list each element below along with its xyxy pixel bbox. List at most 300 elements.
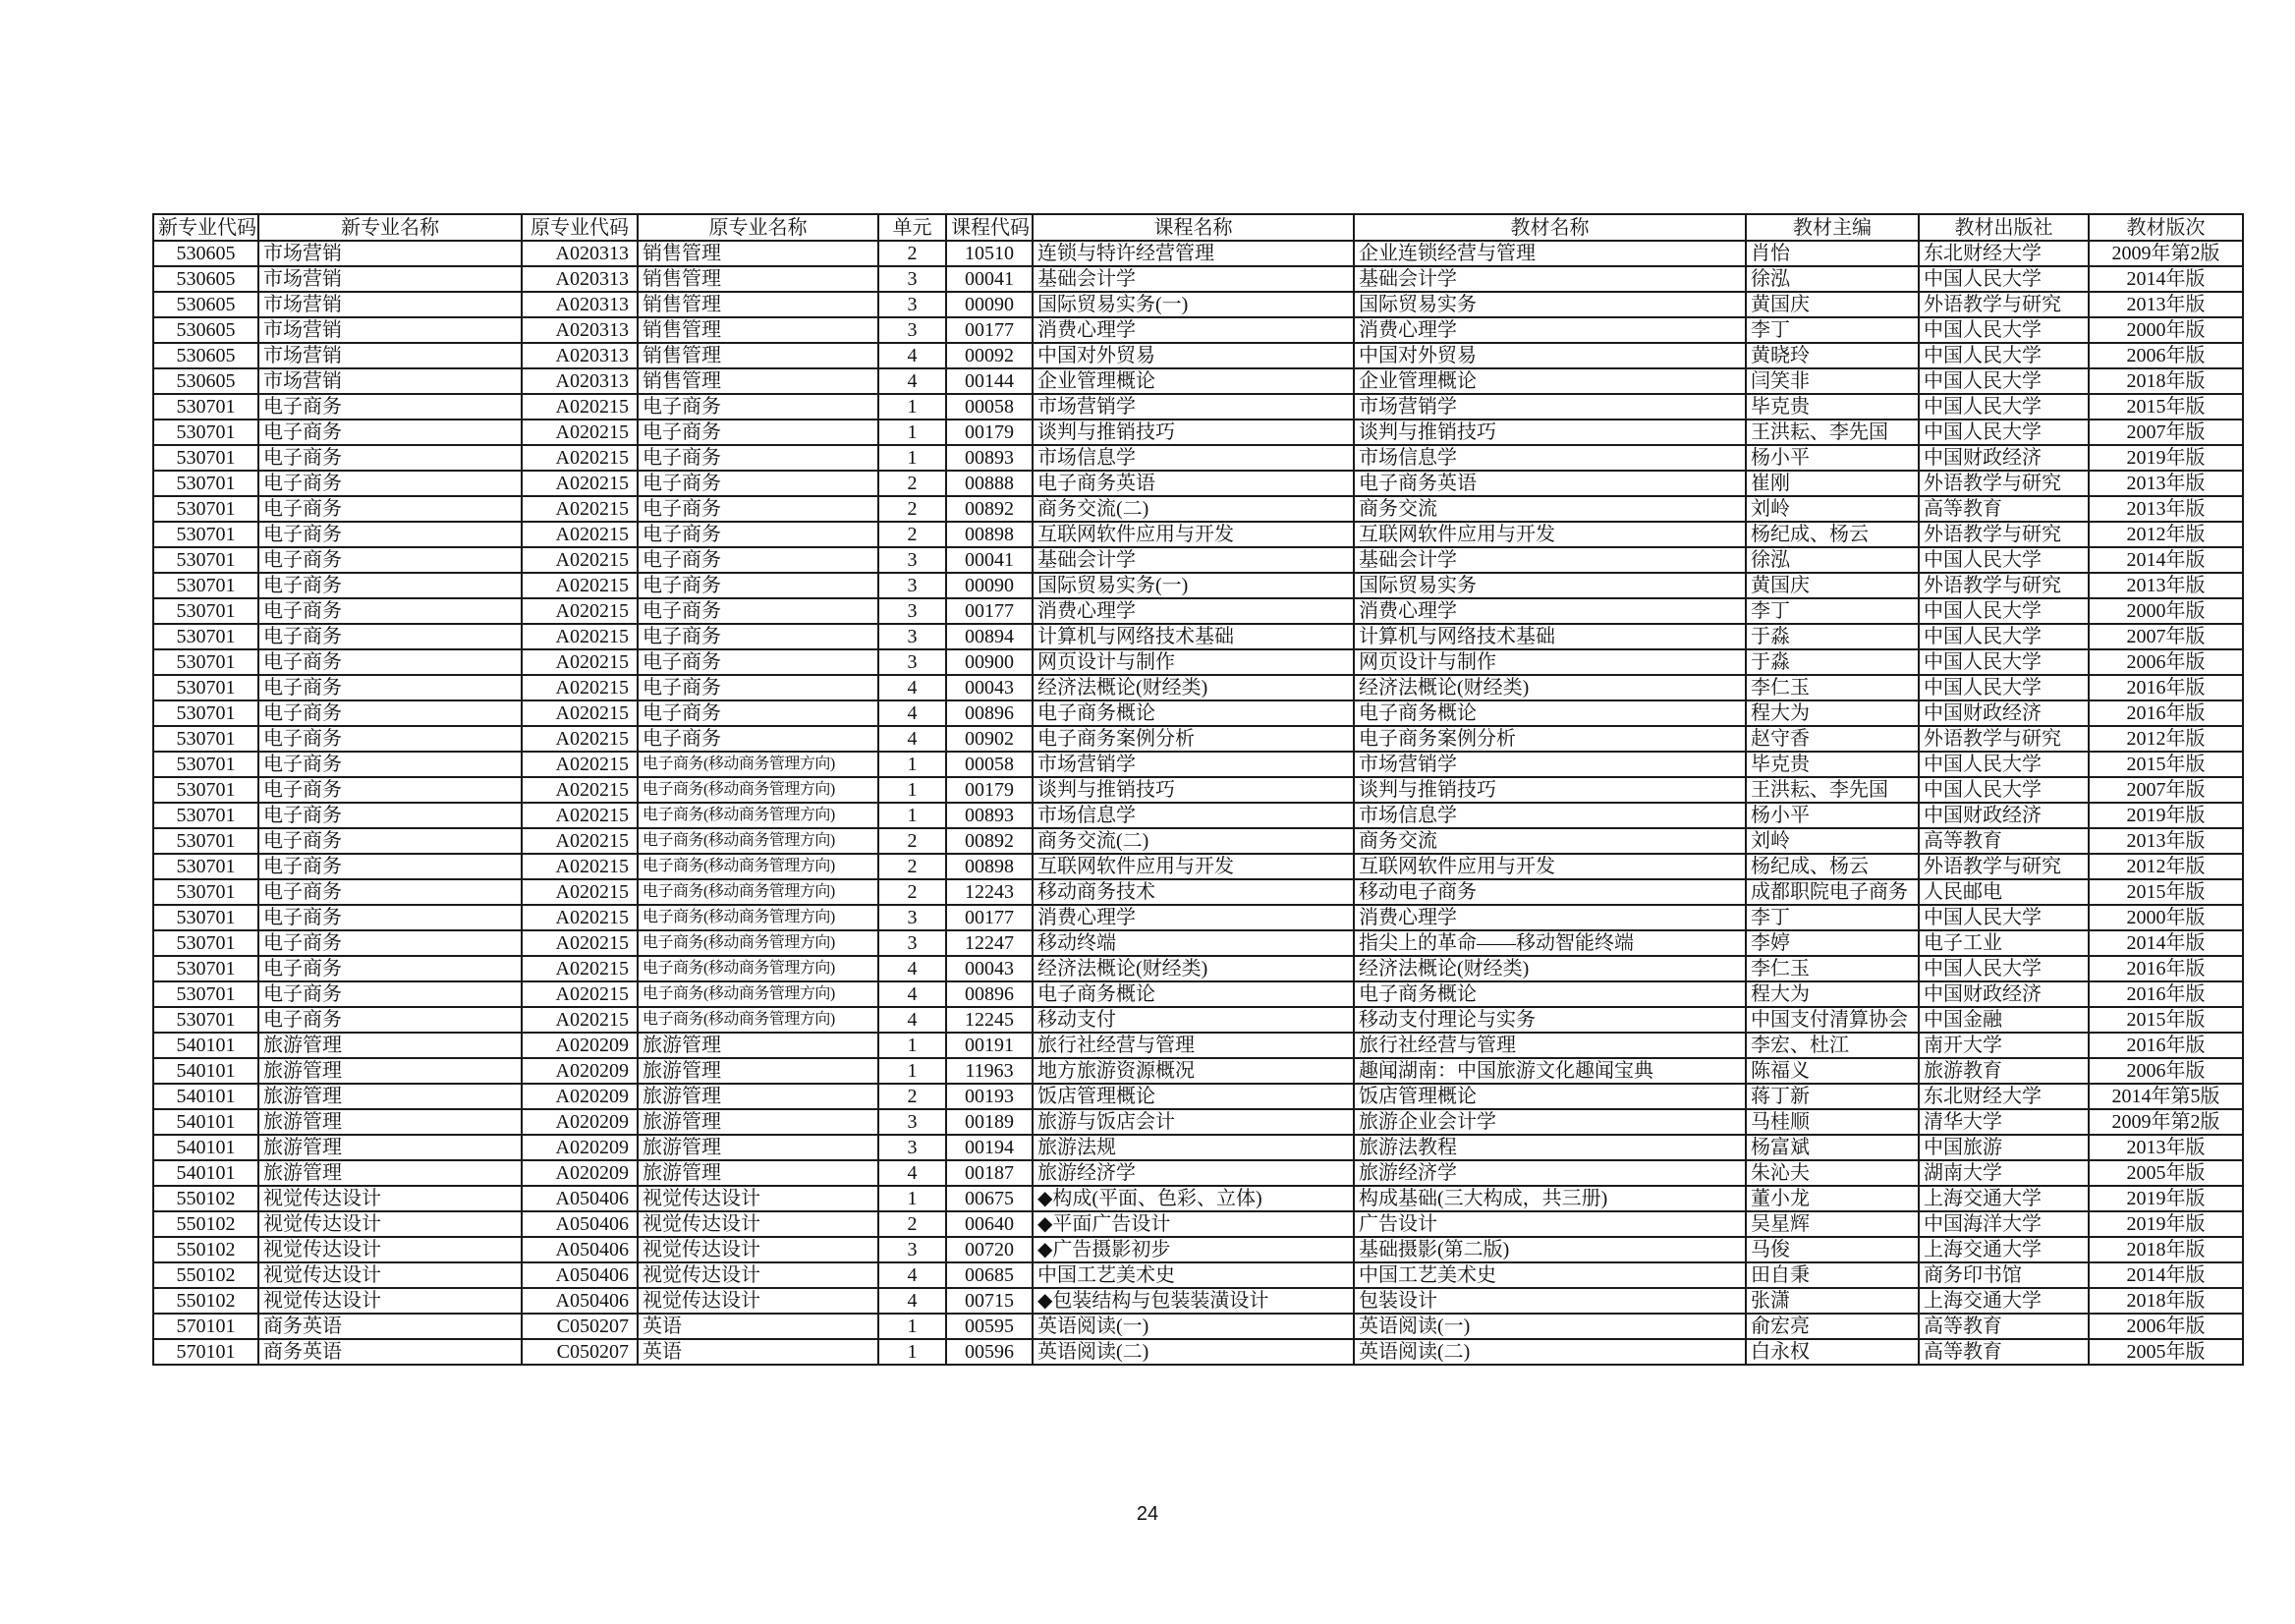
cell-textbook-publisher: 上海交通大学 (1919, 1186, 2089, 1211)
table-row (153, 1314, 2243, 1339)
cell-textbook-edition: 2019年版 (2089, 1186, 2243, 1211)
cell-textbook-name: 市场营销学 (1354, 752, 1746, 777)
cell-new-major-code: 530701 (153, 905, 258, 930)
cell-new-major-code: 530605 (153, 241, 258, 266)
cell-new-major-code: 530701 (153, 522, 258, 547)
cell-new-major-name: 电子商务 (258, 726, 522, 752)
cell-course-name: 国际贸易实务(一) (1033, 292, 1354, 317)
cell-course-code: 00720 (946, 1237, 1033, 1262)
cell-old-major-name: 旅游管理 (638, 1033, 878, 1058)
cell-textbook-name: 电子商务概论 (1354, 981, 1746, 1007)
cell-textbook-publisher: 清华大学 (1919, 1109, 2089, 1135)
cell-unit: 3 (878, 292, 946, 317)
cell-textbook-publisher: 电子工业 (1919, 930, 2089, 956)
cell-textbook-edition: 2006年版 (2089, 343, 2243, 368)
header-row (153, 214, 2243, 241)
cell-textbook-publisher: 外语教学与研究 (1919, 292, 2089, 317)
table-row (153, 930, 2243, 956)
cell-old-major-name: 电子商务 (638, 420, 878, 445)
cell-new-major-code: 540101 (153, 1033, 258, 1058)
cell-course-code: 00898 (946, 522, 1033, 547)
cell-unit: 3 (878, 905, 946, 930)
cell-new-major-code: 540101 (153, 1084, 258, 1109)
cell-textbook-name: 互联网软件应用与开发 (1354, 522, 1746, 547)
cell-new-major-code: 530701 (153, 649, 258, 675)
table-row (153, 420, 2243, 445)
cell-textbook-publisher: 中国财政经济 (1919, 803, 2089, 828)
cell-textbook-name: 电子商务案例分析 (1354, 726, 1746, 752)
cell-textbook-name: 基础摄影(第二版) (1354, 1237, 1746, 1262)
cell-course-code: 00179 (946, 420, 1033, 445)
cell-textbook-publisher: 外语教学与研究 (1919, 573, 2089, 598)
cell-old-major-name: 电子商务 (638, 726, 878, 752)
cell-textbook-edition: 2016年版 (2089, 675, 2243, 700)
table-row (153, 777, 2243, 803)
cell-course-name: 旅游法规 (1033, 1135, 1354, 1160)
cell-course-name: 英语阅读(一) (1033, 1314, 1354, 1339)
cell-old-major-name: 视觉传达设计 (638, 1186, 878, 1211)
cell-textbook-publisher: 中国人民大学 (1919, 547, 2089, 573)
cell-course-code: 00144 (946, 368, 1033, 394)
cell-unit: 2 (878, 496, 946, 522)
cell-textbook-edition: 2013年版 (2089, 496, 2243, 522)
table-row (153, 573, 2243, 598)
cell-new-major-code: 530701 (153, 854, 258, 879)
cell-unit: 4 (878, 981, 946, 1007)
cell-new-major-name: 旅游管理 (258, 1109, 522, 1135)
cell-textbook-editor: 李仁玉 (1746, 675, 1919, 700)
cell-textbook-edition: 2016年版 (2089, 956, 2243, 981)
table-row (153, 343, 2243, 368)
cell-unit: 4 (878, 700, 946, 726)
cell-textbook-edition: 2018年版 (2089, 1288, 2243, 1314)
column-header-new-major-name: 新专业名称 (258, 214, 522, 241)
cell-course-code: 00041 (946, 266, 1033, 292)
cell-unit: 2 (878, 879, 946, 905)
cell-old-major-code: A020215 (522, 649, 638, 675)
cell-new-major-code: 530701 (153, 828, 258, 854)
cell-old-major-code: A020215 (522, 981, 638, 1007)
cell-course-name: 地方旅游资源概况 (1033, 1058, 1354, 1084)
cell-textbook-edition: 2014年版 (2089, 266, 2243, 292)
cell-new-major-code: 550102 (153, 1288, 258, 1314)
cell-course-code: 00189 (946, 1109, 1033, 1135)
cell-textbook-publisher: 中国金融 (1919, 1007, 2089, 1033)
cell-course-name: 旅行社经营与管理 (1033, 1033, 1354, 1058)
cell-textbook-edition: 2012年版 (2089, 726, 2243, 752)
table-row (153, 241, 2243, 266)
cell-textbook-name: 电子商务概论 (1354, 700, 1746, 726)
cell-course-name: 消费心理学 (1033, 317, 1354, 343)
table-row (153, 1160, 2243, 1186)
cell-new-major-name: 市场营销 (258, 368, 522, 394)
cell-textbook-name: 构成基础(三大构成，共三册) (1354, 1186, 1746, 1211)
cell-course-code: 00090 (946, 573, 1033, 598)
cell-textbook-editor: 杨小平 (1746, 803, 1919, 828)
cell-course-code: 00177 (946, 317, 1033, 343)
table-row (153, 445, 2243, 471)
cell-course-code: 00043 (946, 675, 1033, 700)
cell-course-code: 00675 (946, 1186, 1033, 1211)
table-row (153, 522, 2243, 547)
cell-unit: 3 (878, 573, 946, 598)
cell-unit: 3 (878, 598, 946, 624)
cell-old-major-code: A020313 (522, 343, 638, 368)
cell-textbook-editor: 李丁 (1746, 598, 1919, 624)
cell-course-code: 00896 (946, 981, 1033, 1007)
cell-new-major-name: 商务英语 (258, 1339, 522, 1365)
cell-new-major-code: 530701 (153, 547, 258, 573)
table-row (153, 803, 2243, 828)
cell-new-major-name: 电子商务 (258, 445, 522, 471)
cell-textbook-edition: 2015年版 (2089, 752, 2243, 777)
cell-textbook-name: 包装设计 (1354, 1288, 1746, 1314)
cell-textbook-edition: 2013年版 (2089, 471, 2243, 496)
cell-course-code: 00041 (946, 547, 1033, 573)
cell-old-major-code: A020215 (522, 854, 638, 879)
cell-course-code: 00177 (946, 598, 1033, 624)
cell-course-name: 商务交流(二) (1033, 496, 1354, 522)
cell-new-major-name: 电子商务 (258, 573, 522, 598)
cell-textbook-name: 市场营销学 (1354, 394, 1746, 420)
cell-new-major-code: 530701 (153, 394, 258, 420)
column-header-new-major-code: 新专业代码 (153, 214, 258, 241)
cell-textbook-name: 消费心理学 (1354, 317, 1746, 343)
page-number: 24 (1136, 1503, 1159, 1525)
cell-textbook-edition: 2016年版 (2089, 700, 2243, 726)
cell-course-name: 市场信息学 (1033, 445, 1354, 471)
cell-course-code: 00685 (946, 1262, 1033, 1288)
cell-textbook-editor: 王洪耘、李先国 (1746, 420, 1919, 445)
table-row (153, 1007, 2243, 1033)
cell-course-code: 00898 (946, 854, 1033, 879)
column-header-textbook-editor: 教材主编 (1746, 214, 1919, 241)
cell-textbook-edition: 2014年版 (2089, 1262, 2243, 1288)
table-row (153, 828, 2243, 854)
table-row (153, 266, 2243, 292)
cell-new-major-code: 570101 (153, 1339, 258, 1365)
cell-new-major-name: 市场营销 (258, 241, 522, 266)
cell-textbook-name: 广告设计 (1354, 1211, 1746, 1237)
cell-textbook-edition: 2013年版 (2089, 828, 2243, 854)
cell-unit: 3 (878, 266, 946, 292)
cell-textbook-editor: 程大为 (1746, 981, 1919, 1007)
cell-textbook-edition: 2006年版 (2089, 649, 2243, 675)
cell-textbook-editor: 崔刚 (1746, 471, 1919, 496)
cell-old-major-code: C050207 (522, 1314, 638, 1339)
cell-new-major-name: 商务英语 (258, 1314, 522, 1339)
cell-course-code: 00894 (946, 624, 1033, 649)
cell-textbook-name: 旅游企业会计学 (1354, 1109, 1746, 1135)
cell-old-major-name: 销售管理 (638, 343, 878, 368)
cell-textbook-name: 网页设计与制作 (1354, 649, 1746, 675)
cell-textbook-publisher: 中国人民大学 (1919, 956, 2089, 981)
cell-textbook-editor: 闫笑非 (1746, 368, 1919, 394)
table-row (153, 854, 2243, 879)
cell-new-major-name: 市场营销 (258, 266, 522, 292)
cell-new-major-name: 电子商务 (258, 675, 522, 700)
cell-textbook-name: 英语阅读(一) (1354, 1314, 1746, 1339)
cell-textbook-name: 计算机与网络技术基础 (1354, 624, 1746, 649)
cell-new-major-code: 530605 (153, 343, 258, 368)
cell-course-code: 00177 (946, 905, 1033, 930)
cell-textbook-edition: 2006年版 (2089, 1058, 2243, 1084)
cell-old-major-name: 旅游管理 (638, 1084, 878, 1109)
cell-old-major-name: 电子商务(移动商务管理方向) (638, 905, 878, 930)
cell-textbook-editor: 成都职院电子商务 (1746, 879, 1919, 905)
cell-textbook-edition: 2019年版 (2089, 803, 2243, 828)
cell-new-major-name: 电子商务 (258, 649, 522, 675)
cell-new-major-name: 电子商务 (258, 547, 522, 573)
cell-new-major-name: 视觉传达设计 (258, 1262, 522, 1288)
cell-new-major-name: 旅游管理 (258, 1160, 522, 1186)
cell-unit: 4 (878, 343, 946, 368)
cell-textbook-editor: 田自秉 (1746, 1262, 1919, 1288)
table-row (153, 956, 2243, 981)
cell-old-major-name: 电子商务 (638, 598, 878, 624)
cell-old-major-name: 电子商务(移动商务管理方向) (638, 1007, 878, 1033)
cell-course-name: 谈判与推销技巧 (1033, 777, 1354, 803)
cell-course-name: 消费心理学 (1033, 598, 1354, 624)
cell-new-major-name: 电子商务 (258, 828, 522, 854)
cell-course-name: 电子商务案例分析 (1033, 726, 1354, 752)
table-row (153, 675, 2243, 700)
cell-textbook-publisher: 中国人民大学 (1919, 905, 2089, 930)
cell-textbook-publisher: 中国人民大学 (1919, 343, 2089, 368)
cell-course-name: ◆广告摄影初步 (1033, 1237, 1354, 1262)
cell-course-code: 00892 (946, 828, 1033, 854)
cell-old-major-code: A050406 (522, 1262, 638, 1288)
table-row (153, 368, 2243, 394)
cell-textbook-publisher: 旅游教育 (1919, 1058, 2089, 1084)
cell-textbook-edition: 2009年第2版 (2089, 241, 2243, 266)
cell-old-major-code: A020215 (522, 471, 638, 496)
cell-new-major-name: 市场营销 (258, 343, 522, 368)
cell-textbook-edition: 2018年版 (2089, 368, 2243, 394)
cell-textbook-name: 市场信息学 (1354, 445, 1746, 471)
cell-course-code: 12243 (946, 879, 1033, 905)
cell-old-major-code: C050207 (522, 1339, 638, 1365)
table-header (153, 214, 2243, 241)
cell-new-major-name: 视觉传达设计 (258, 1211, 522, 1237)
cell-old-major-code: A020209 (522, 1109, 638, 1135)
cell-textbook-editor: 中国支付清算协会 (1746, 1007, 1919, 1033)
cell-old-major-name: 销售管理 (638, 266, 878, 292)
cell-textbook-edition: 2014年版 (2089, 547, 2243, 573)
cell-textbook-publisher: 中国人民大学 (1919, 752, 2089, 777)
cell-old-major-code: A020215 (522, 445, 638, 471)
cell-textbook-publisher: 外语教学与研究 (1919, 726, 2089, 752)
cell-new-major-code: 530701 (153, 1007, 258, 1033)
cell-old-major-code: A020209 (522, 1135, 638, 1160)
cell-textbook-name: 基础会计学 (1354, 266, 1746, 292)
cell-textbook-edition: 2014年版 (2089, 930, 2243, 956)
cell-textbook-edition: 2019年版 (2089, 1211, 2243, 1237)
cell-old-major-name: 销售管理 (638, 368, 878, 394)
cell-course-name: 电子商务概论 (1033, 981, 1354, 1007)
cell-textbook-edition: 2016年版 (2089, 1033, 2243, 1058)
cell-textbook-editor: 程大为 (1746, 700, 1919, 726)
cell-textbook-edition: 2013年版 (2089, 573, 2243, 598)
table-row (153, 752, 2243, 777)
cell-course-code: 00893 (946, 803, 1033, 828)
cell-textbook-edition: 2016年版 (2089, 981, 2243, 1007)
cell-textbook-editor: 陈福义 (1746, 1058, 1919, 1084)
table-row (153, 700, 2243, 726)
table-row (153, 1186, 2243, 1211)
cell-old-major-code: A020209 (522, 1084, 638, 1109)
cell-old-major-code: A020215 (522, 624, 638, 649)
column-header-textbook-name: 教材名称 (1354, 214, 1746, 241)
cell-old-major-name: 视觉传达设计 (638, 1211, 878, 1237)
cell-old-major-name: 视觉传达设计 (638, 1288, 878, 1314)
cell-new-major-code: 530701 (153, 496, 258, 522)
table-row (153, 879, 2243, 905)
cell-textbook-edition: 2013年版 (2089, 292, 2243, 317)
cell-textbook-name: 消费心理学 (1354, 598, 1746, 624)
cell-old-major-code: A020215 (522, 675, 638, 700)
cell-old-major-name: 电子商务(移动商务管理方向) (638, 777, 878, 803)
cell-unit: 2 (878, 1084, 946, 1109)
cell-textbook-editor: 肖怡 (1746, 241, 1919, 266)
table-row (153, 598, 2243, 624)
cell-course-name: 市场营销学 (1033, 394, 1354, 420)
cell-textbook-edition: 2006年版 (2089, 1314, 2243, 1339)
table-row (153, 1084, 2243, 1109)
table-row (153, 1237, 2243, 1262)
table-row (153, 624, 2243, 649)
cell-course-code: 00893 (946, 445, 1033, 471)
cell-textbook-publisher: 中国人民大学 (1919, 649, 2089, 675)
cell-textbook-name: 趣闻湖南：中国旅游文化趣闻宝典 (1354, 1058, 1746, 1084)
cell-textbook-name: 市场信息学 (1354, 803, 1746, 828)
cell-textbook-edition: 2000年版 (2089, 317, 2243, 343)
cell-course-code: 00596 (946, 1339, 1033, 1365)
cell-old-major-name: 旅游管理 (638, 1135, 878, 1160)
cell-textbook-publisher: 商务印书馆 (1919, 1262, 2089, 1288)
cell-old-major-name: 电子商务 (638, 394, 878, 420)
cell-textbook-publisher: 中国旅游 (1919, 1135, 2089, 1160)
cell-course-code: 00092 (946, 343, 1033, 368)
cell-new-major-code: 530701 (153, 752, 258, 777)
cell-textbook-name: 谈判与推销技巧 (1354, 777, 1746, 803)
cell-old-major-name: 销售管理 (638, 317, 878, 343)
cell-textbook-editor: 杨纪成、杨云 (1746, 854, 1919, 879)
cell-textbook-publisher: 高等教育 (1919, 1339, 2089, 1365)
cell-textbook-publisher: 高等教育 (1919, 828, 2089, 854)
cell-new-major-name: 视觉传达设计 (258, 1237, 522, 1262)
cell-course-code: 00896 (946, 700, 1033, 726)
cell-new-major-name: 电子商务 (258, 930, 522, 956)
cell-course-name: 互联网软件应用与开发 (1033, 854, 1354, 879)
cell-new-major-name: 视觉传达设计 (258, 1288, 522, 1314)
cell-old-major-name: 视觉传达设计 (638, 1262, 878, 1288)
cell-textbook-editor: 于淼 (1746, 649, 1919, 675)
cell-textbook-name: 移动支付理论与实务 (1354, 1007, 1746, 1033)
cell-textbook-name: 中国工艺美术史 (1354, 1262, 1746, 1288)
table-row (153, 292, 2243, 317)
cell-textbook-edition: 2014年第5版 (2089, 1084, 2243, 1109)
cell-old-major-name: 电子商务 (638, 573, 878, 598)
table-row (153, 547, 2243, 573)
cell-unit: 2 (878, 522, 946, 547)
cell-new-major-code: 530701 (153, 879, 258, 905)
cell-textbook-editor: 黄国庆 (1746, 573, 1919, 598)
cell-new-major-code: 530701 (153, 777, 258, 803)
cell-course-name: 计算机与网络技术基础 (1033, 624, 1354, 649)
cell-textbook-editor: 俞宏亮 (1746, 1314, 1919, 1339)
cell-textbook-publisher: 外语教学与研究 (1919, 522, 2089, 547)
cell-old-major-name: 英语 (638, 1339, 878, 1365)
cell-textbook-publisher: 中国人民大学 (1919, 624, 2089, 649)
cell-new-major-name: 电子商务 (258, 854, 522, 879)
cell-new-major-name: 市场营销 (258, 317, 522, 343)
cell-unit: 2 (878, 241, 946, 266)
cell-old-major-code: A020215 (522, 879, 638, 905)
cell-course-name: 移动支付 (1033, 1007, 1354, 1033)
cell-new-major-code: 540101 (153, 1160, 258, 1186)
cell-textbook-editor: 徐泓 (1746, 547, 1919, 573)
cell-textbook-name: 谈判与推销技巧 (1354, 420, 1746, 445)
table-row (153, 905, 2243, 930)
cell-textbook-publisher: 东北财经大学 (1919, 241, 2089, 266)
cell-unit: 3 (878, 624, 946, 649)
cell-unit: 1 (878, 752, 946, 777)
cell-course-code: 00640 (946, 1211, 1033, 1237)
cell-unit: 4 (878, 368, 946, 394)
cell-course-name: 电子商务英语 (1033, 471, 1354, 496)
cell-textbook-name: 中国对外贸易 (1354, 343, 1746, 368)
cell-new-major-code: 550102 (153, 1237, 258, 1262)
column-header-course-code: 课程代码 (946, 214, 1033, 241)
cell-course-name: 基础会计学 (1033, 266, 1354, 292)
cell-old-major-code: A020215 (522, 752, 638, 777)
cell-course-name: 移动终端 (1033, 930, 1354, 956)
cell-textbook-publisher: 中国人民大学 (1919, 675, 2089, 700)
table-row (153, 1288, 2243, 1314)
cell-old-major-code: A020215 (522, 930, 638, 956)
cell-course-name: 国际贸易实务(一) (1033, 573, 1354, 598)
cell-textbook-editor: 李婷 (1746, 930, 1919, 956)
cell-course-code: 11963 (946, 1058, 1033, 1084)
cell-new-major-code: 530701 (153, 981, 258, 1007)
cell-textbook-editor: 吴星辉 (1746, 1211, 1919, 1237)
cell-unit: 3 (878, 1135, 946, 1160)
cell-course-name: ◆包装结构与包装装潢设计 (1033, 1288, 1354, 1314)
cell-course-name: 商务交流(二) (1033, 828, 1354, 854)
cell-textbook-editor: 王洪耘、李先国 (1746, 777, 1919, 803)
cell-textbook-publisher: 上海交通大学 (1919, 1237, 2089, 1262)
cell-textbook-publisher: 中国人民大学 (1919, 777, 2089, 803)
table-row (153, 394, 2243, 420)
cell-course-code: 00043 (946, 956, 1033, 981)
cell-old-major-code: A020215 (522, 420, 638, 445)
cell-textbook-edition: 2015年版 (2089, 879, 2243, 905)
cell-textbook-publisher: 高等教育 (1919, 1314, 2089, 1339)
cell-old-major-code: A020313 (522, 368, 638, 394)
cell-textbook-editor: 杨富斌 (1746, 1135, 1919, 1160)
cell-textbook-editor: 李丁 (1746, 317, 1919, 343)
cell-new-major-name: 市场营销 (258, 292, 522, 317)
cell-old-major-code: A020215 (522, 803, 638, 828)
cell-course-name: 英语阅读(二) (1033, 1339, 1354, 1365)
column-header-textbook-edition: 教材版次 (2089, 214, 2243, 241)
cell-textbook-name: 英语阅读(二) (1354, 1339, 1746, 1365)
cell-course-name: 企业管理概论 (1033, 368, 1354, 394)
cell-course-name: 旅游与饭店会计 (1033, 1109, 1354, 1135)
cell-new-major-name: 电子商务 (258, 803, 522, 828)
cell-new-major-name: 电子商务 (258, 471, 522, 496)
